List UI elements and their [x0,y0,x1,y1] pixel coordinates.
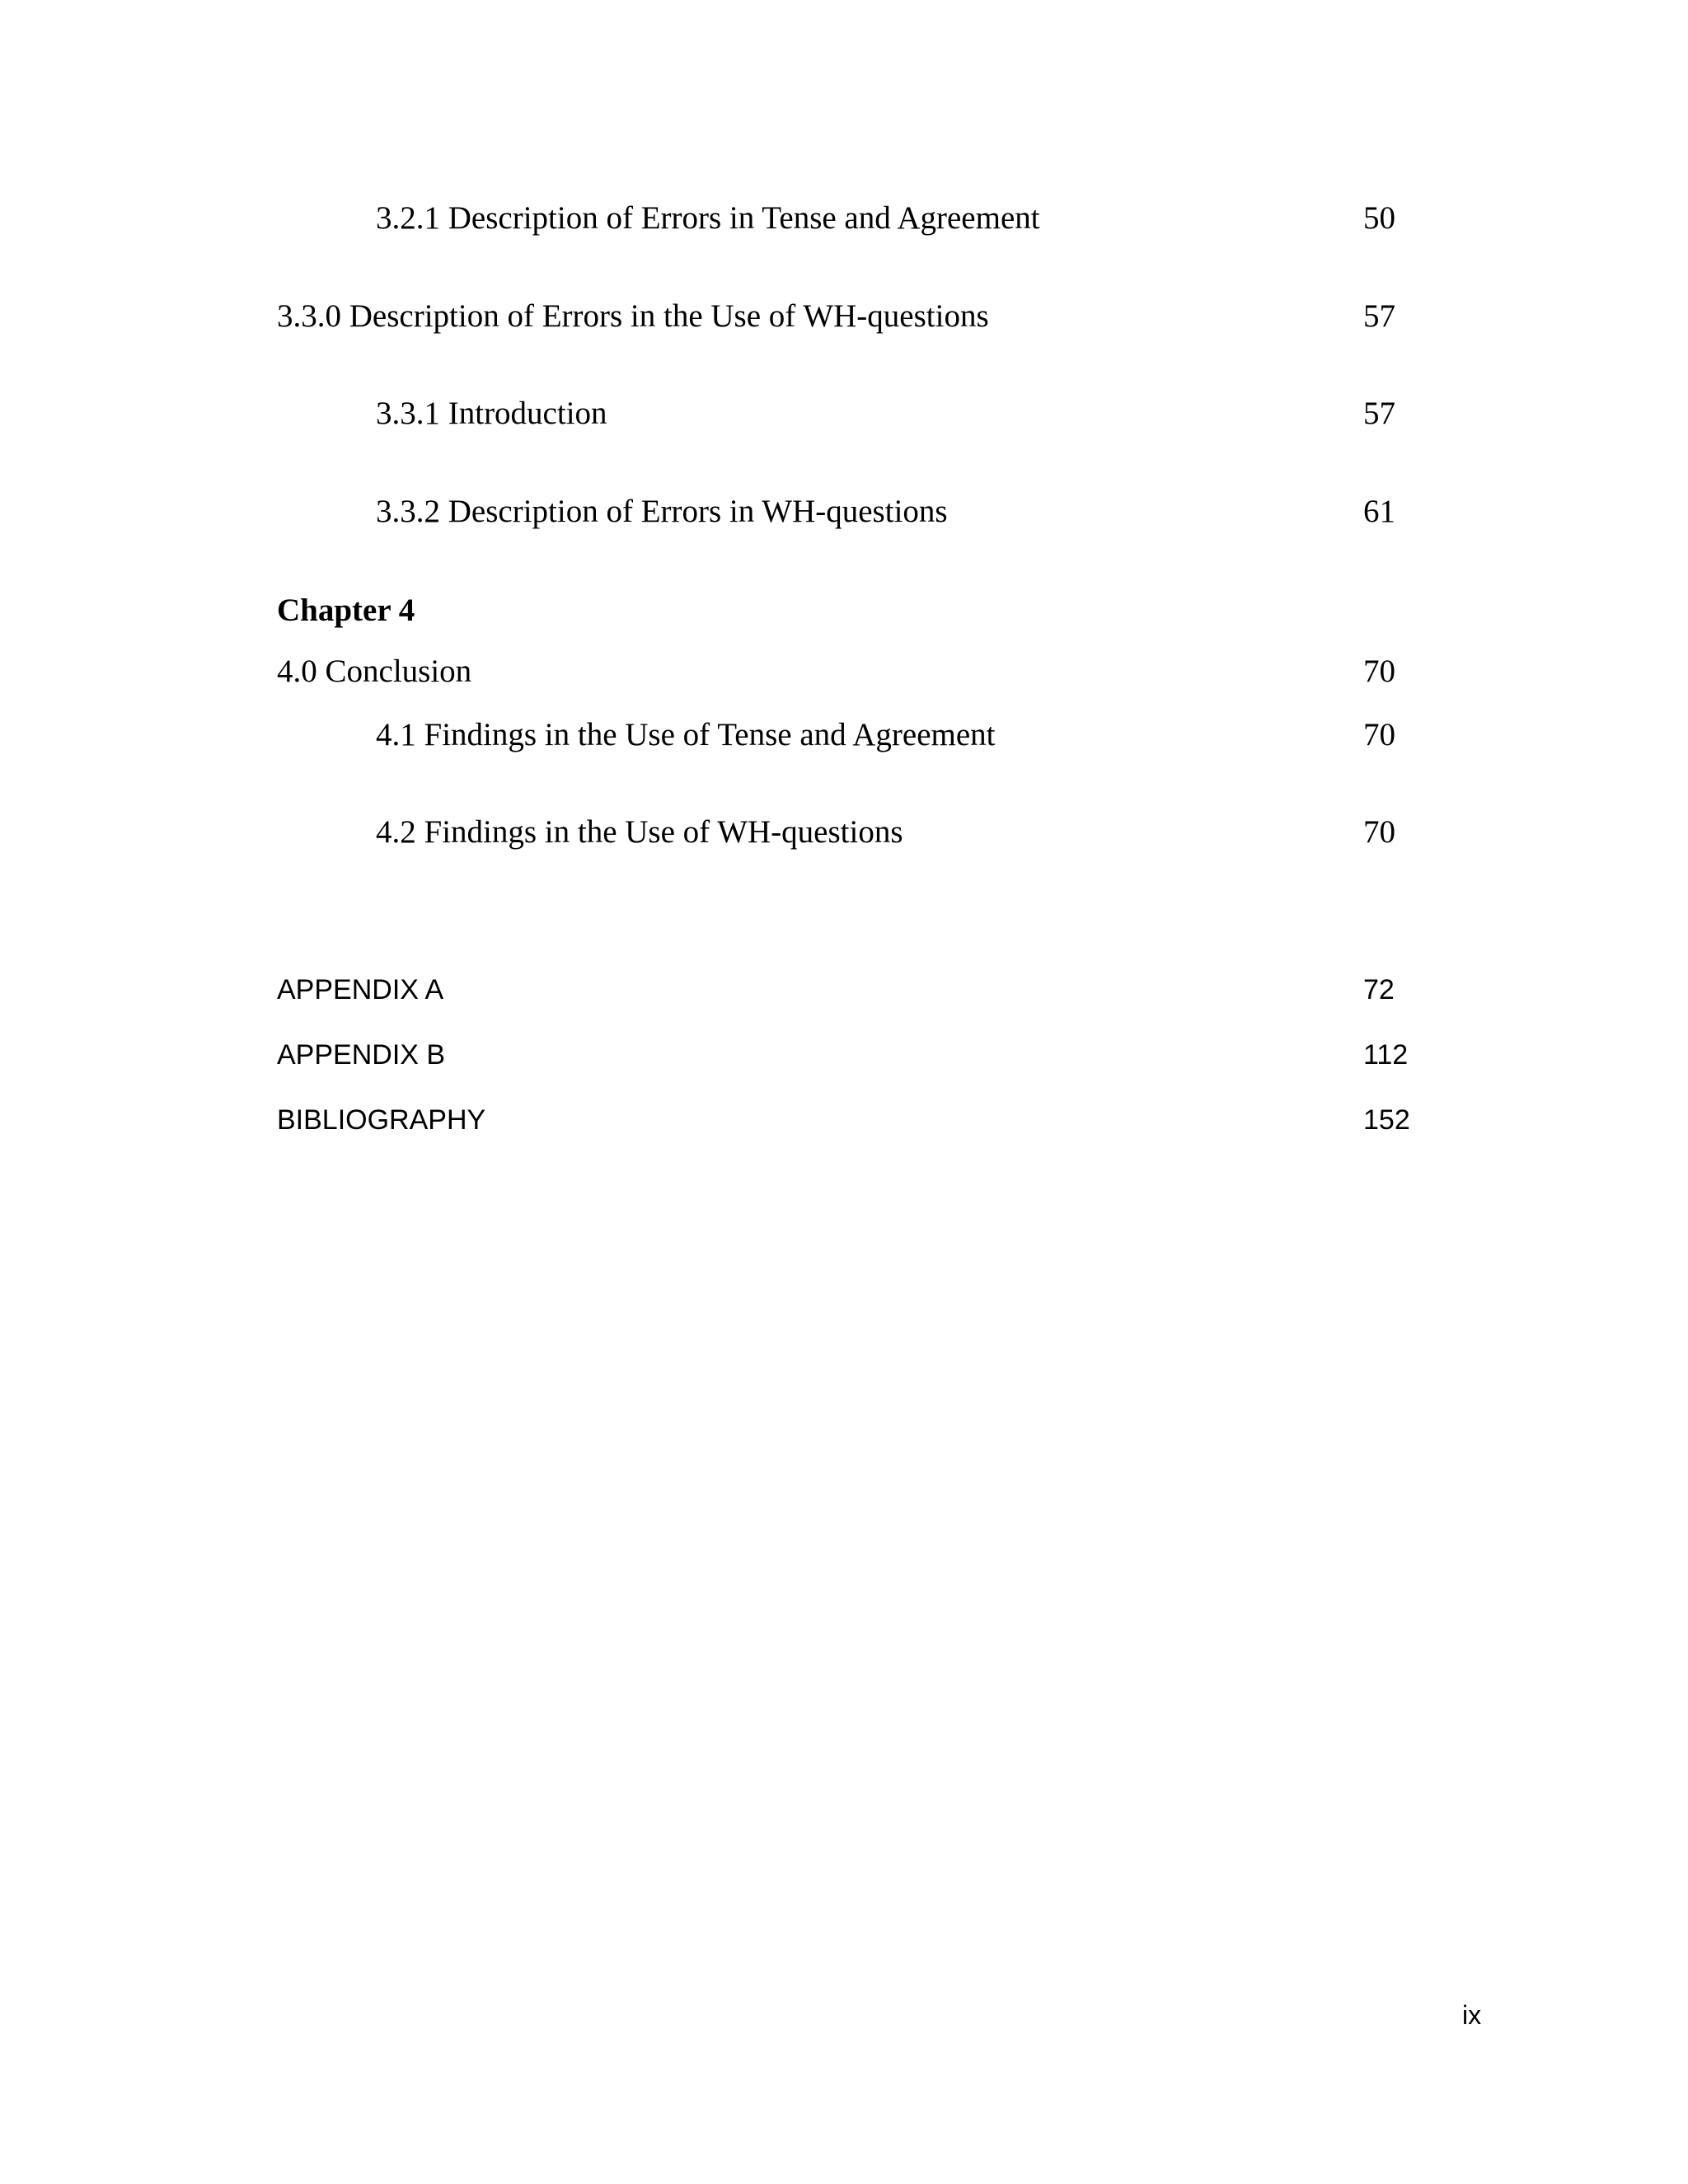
toc-entry [0,710,1688,760]
toc-entry [0,389,1688,438]
toc-entry-title: BIBLIOGRAPHY [277,1104,486,1136]
toc-entry-page: 70 [1363,717,1395,752]
chapter-heading [0,586,1688,635]
toc-entry-page: 112 [1363,1039,1409,1071]
toc-entry [0,1030,1688,1080]
toc-entry-title: 3.3.1 Introduction [376,396,607,431]
toc-entry-page: 72 [1363,974,1395,1005]
toc-entry-page: 57 [1363,396,1395,431]
toc-entry [0,808,1688,857]
toc-entry [0,194,1688,243]
toc-entry-title: 3.3.2 Description of Errors in WH-questions [376,494,948,529]
toc-entry-title: APPENDIX A [277,974,444,1005]
toc-entry-page: 70 [1363,654,1395,689]
toc-entry-page: 152 [1363,1104,1410,1136]
page-number: ix [1462,2000,1482,2030]
toc-entry-page: 61 [1363,494,1395,529]
toc-entry-page: 57 [1363,298,1395,334]
toc-entry [0,647,1688,696]
chapter-title: Chapter 4 [277,593,415,628]
toc-entry-title: 4.0 Conclusion [277,654,472,689]
toc-entry [0,292,1688,341]
toc-entry-page: 50 [1363,200,1395,236]
toc-entry-page: 70 [1363,814,1395,850]
toc-entry-title: 4.1 Findings in the Use of Tense and Agreement [376,717,996,752]
toc-entry-title: APPENDIX B [277,1039,446,1071]
toc-entry-title: 3.3.0 Description of Errors in the Use of WH-questions [277,298,989,334]
toc-entry-title: 4.2 Findings in the Use of WH-questions [376,814,903,850]
toc-entry-title: 3.2.1 Description of Errors in Tense and Agreement [376,200,1040,236]
toc-entry [0,1095,1688,1145]
toc-entry [0,487,1688,537]
toc-entry [0,965,1688,1015]
